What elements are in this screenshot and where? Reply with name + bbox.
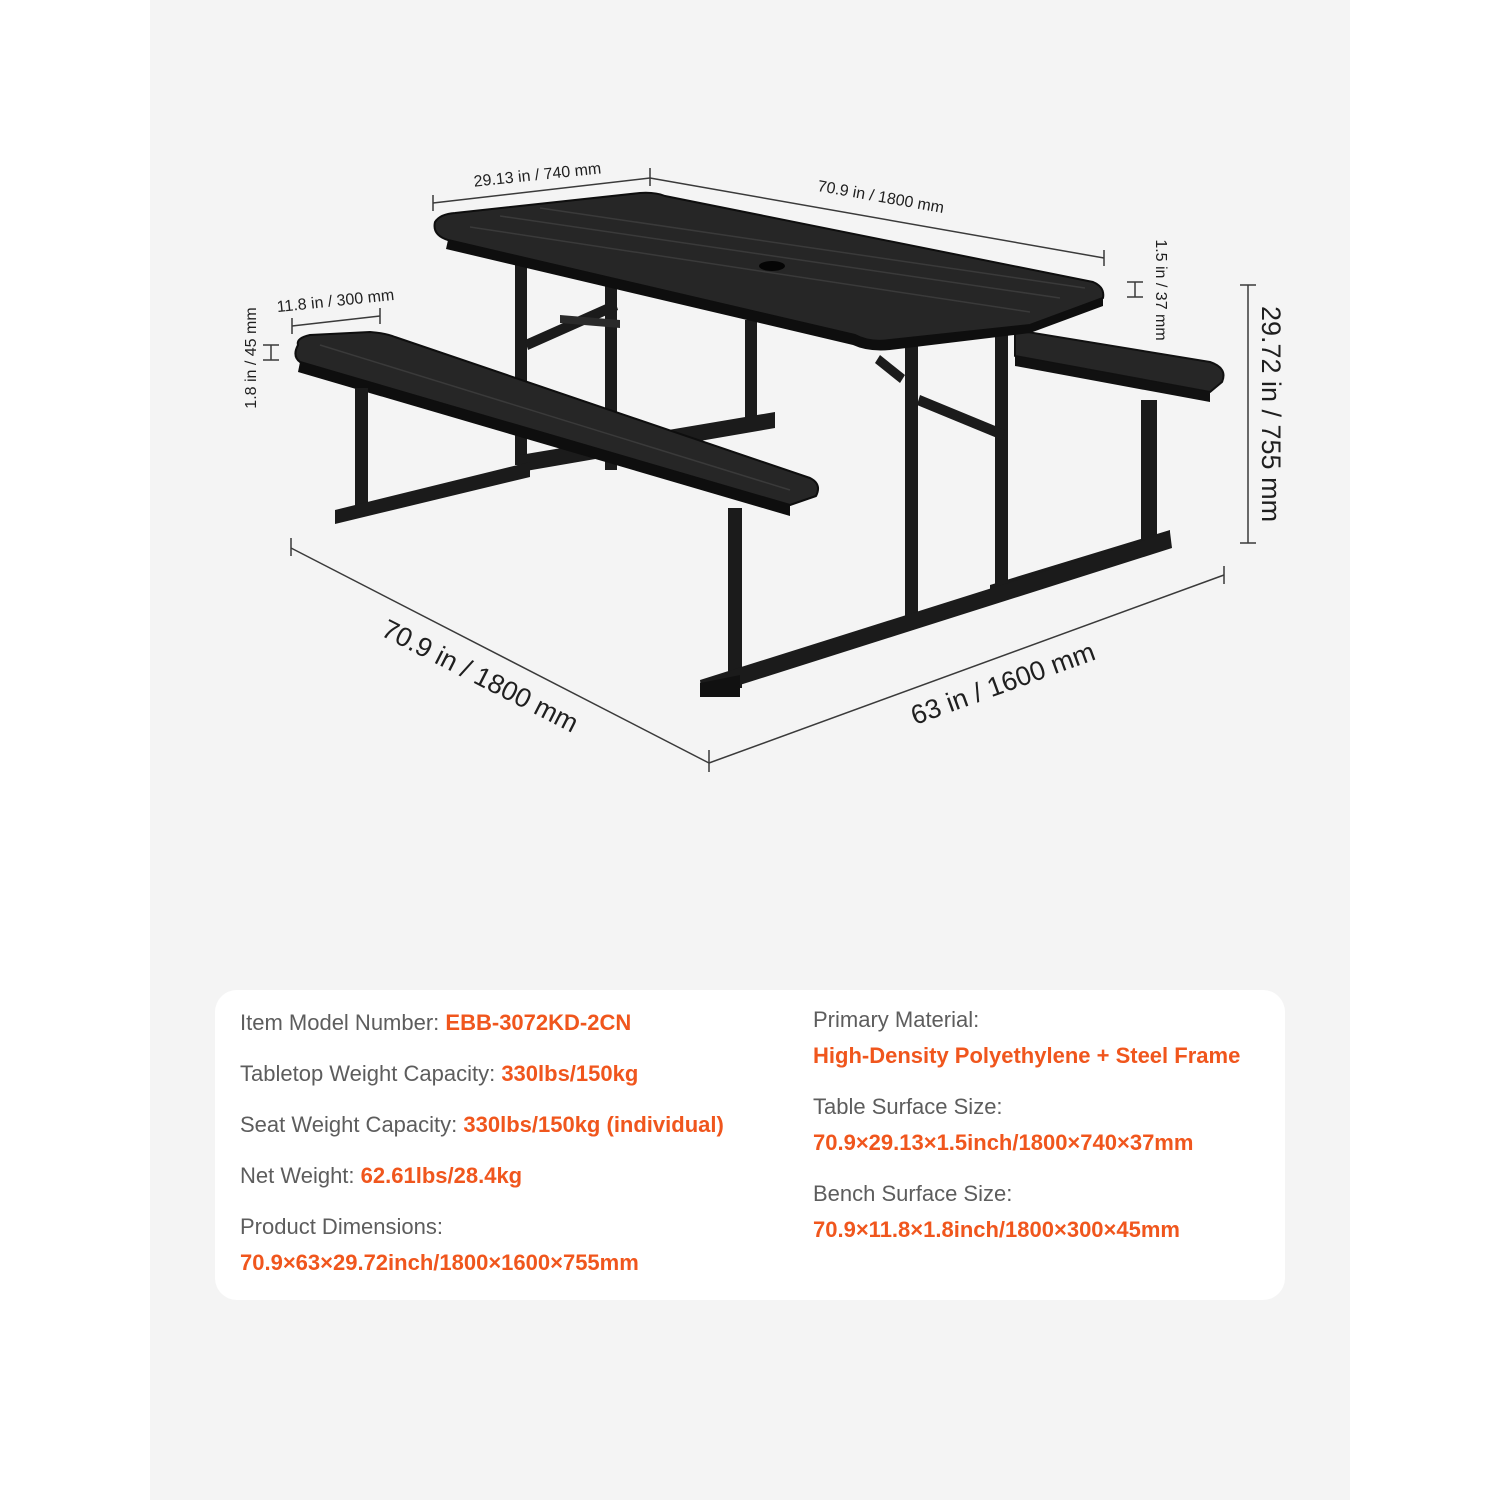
bench-surface-value: 70.9×11.8×1.8inch/1800×300×45mm — [813, 1217, 1180, 1242]
dim-table-thickness: 1.5 in / 37 mm — [1152, 239, 1169, 341]
table-top — [435, 193, 1104, 351]
product-dimensions-label-row — [240, 1212, 443, 1242]
seat-capacity-row — [240, 1110, 724, 1140]
model-number-label: Item Model Number: — [240, 1010, 440, 1035]
table-surface-label-row — [813, 1092, 1003, 1122]
dim-table-depth: 29.13 in / 740 mm — [472, 160, 603, 191]
net-weight-row — [240, 1161, 522, 1191]
dim-overall-width: 63 in / 1600 mm — [906, 636, 1100, 731]
bench-surface-label: Bench Surface Size: — [813, 1181, 1013, 1206]
model-number-value: EBB-3072KD-2CN — [445, 1010, 632, 1035]
table-surface-value-row — [813, 1128, 1193, 1158]
material-value-row — [813, 1041, 1240, 1071]
bench-surface-label-row — [813, 1179, 1012, 1209]
material-label-row — [813, 1005, 979, 1035]
net-weight-label: Net Weight: — [240, 1163, 355, 1188]
model-number-row — [240, 1008, 631, 1038]
dim-table-length: 70.9 in / 1800 mm — [816, 178, 946, 218]
table-surface-value: 70.9×29.13×1.5inch/1800×740×37mm — [813, 1130, 1194, 1155]
product-dimensions-label: Product Dimensions: — [240, 1214, 443, 1239]
material-label: Primary Material: — [813, 1007, 980, 1032]
seat-capacity-value: 330lbs/150kg (individual) — [463, 1112, 724, 1137]
table-surface-label: Table Surface Size: — [813, 1094, 1003, 1119]
dim-bench-thickness: 1.8 in / 45 mm — [243, 307, 260, 409]
dim-total-height: 29.72 in / 755 mm — [1256, 305, 1286, 523]
material-value: High-Density Polyethylene + Steel Frame — [813, 1043, 1241, 1068]
dim-overall-length: 70.9 in / 1800 mm — [376, 613, 584, 739]
tabletop-capacity-row — [240, 1059, 638, 1089]
bench-surface-value-row — [813, 1215, 1180, 1245]
tabletop-capacity-value: 330lbs/150kg — [501, 1061, 639, 1086]
product-dimensions-value: 70.9×63×29.72inch/1800×1600×755mm — [240, 1250, 639, 1275]
tabletop-capacity-label: Tabletop Weight Capacity: — [240, 1061, 496, 1086]
seat-capacity-label: Seat Weight Capacity: — [240, 1112, 458, 1137]
product-dimensions-value-row — [240, 1248, 639, 1278]
dim-bench-width: 11.8 in / 300 mm — [275, 286, 396, 317]
net-weight-value: 62.61lbs/28.4kg — [360, 1163, 523, 1188]
specifications-card — [215, 990, 1285, 1300]
